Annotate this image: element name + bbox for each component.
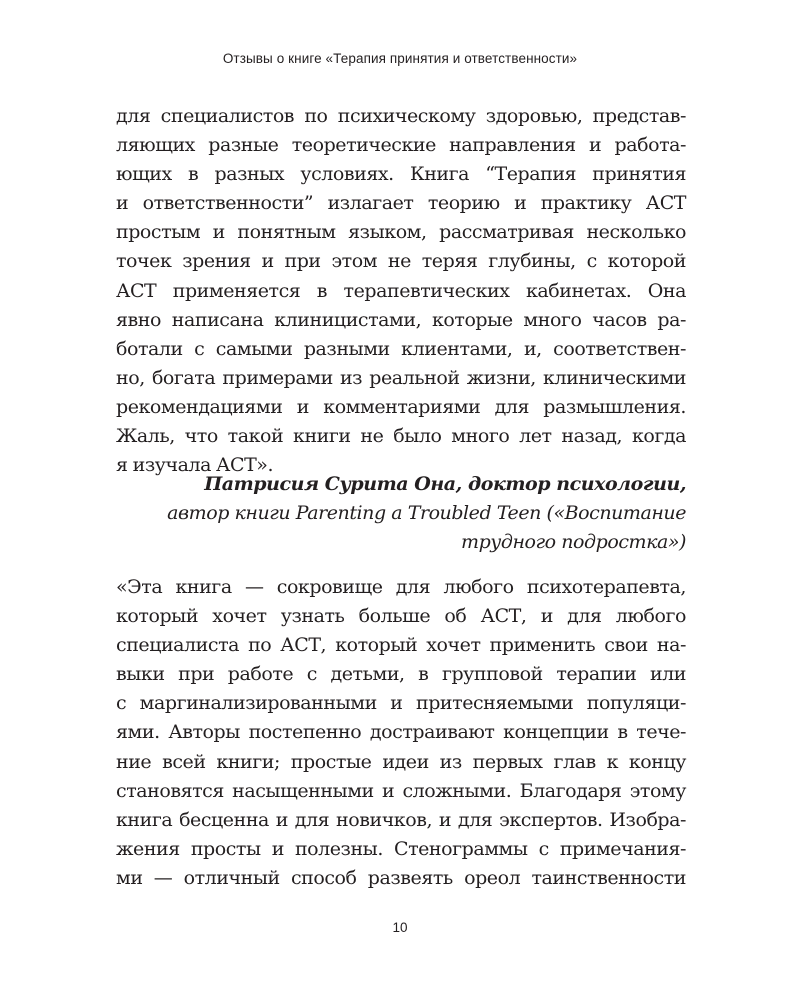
text-line: ющих в разных условиях. Книга “Терапия принятия: [116, 163, 686, 186]
text-line: с маргинализированными и притесняемыми популяци-: [116, 692, 686, 715]
reviewer-detail: трудного подростка»): [461, 531, 686, 554]
text-line: рекомендациями и комментариями для размышления.: [116, 395, 686, 418]
text-line: специалиста по АСТ, который хочет применить свои на-: [116, 634, 686, 657]
text-line: ботали с самыми разными клиентами, и, соответствен-: [116, 337, 686, 360]
text-line: Жаль, что такой книги не было много лет назад, когда: [116, 425, 686, 448]
text-line: я изучала АСТ».: [116, 454, 274, 477]
text-line: точек зрения и при этом не теряя глубины, с которой: [116, 250, 686, 273]
text-line: ляющих разные теоретические направления и работа-: [116, 134, 686, 157]
text-line: для специалистов по психическому здоровью, представ-: [116, 105, 686, 127]
text-line: «Эта книга — сокровище для любого психотерапевта,: [116, 576, 686, 598]
text-line: явно написана клиницистами, которые много часов ра-: [116, 308, 686, 331]
review-paragraph: [116, 573, 686, 893]
text-line: простым и понятным языком, рассматривая несколько: [116, 221, 686, 244]
text-line: АСТ применяется в терапевтических кабинетах. Она: [116, 279, 686, 302]
running-head: Отзывы о книге «Терапия принятия и ответственности»: [222, 51, 578, 66]
text-line: выки при работе с детьми, в групповой терапии или: [116, 663, 686, 686]
reviewer-name: Патрисия Сурита Она, доктор психологии,: [204, 473, 686, 495]
text-line: который хочет узнать больше об АСТ, и для любого: [116, 605, 686, 628]
text-line: ями. Авторы постепенно достраивают концепции в тече-: [116, 721, 686, 744]
text-line: становятся насыщенными и сложными. Благодаря этому: [116, 779, 686, 802]
text-line: ние всей книги; простые идеи из первых глав к концу: [116, 750, 686, 773]
reviewer-detail: автор книги Parenting a Troubled Teen («Воспитание: [167, 502, 686, 525]
text-line: жения просты и полезны. Стенограммы с примечания-: [116, 837, 686, 860]
review-attribution: [116, 470, 686, 557]
text-line: и ответственности” излагает теорию и практику АСТ: [116, 192, 686, 215]
text-line: книга бесценна и для новичков, и для экспертов. Изобра-: [116, 808, 686, 831]
text-line: ми — отличный способ развеять ореол таинственности: [116, 866, 686, 889]
text-line: но, богата примерами из реальной жизни, клиническими: [116, 366, 686, 389]
page-number: 10: [392, 920, 408, 935]
review-paragraph: [116, 102, 686, 480]
